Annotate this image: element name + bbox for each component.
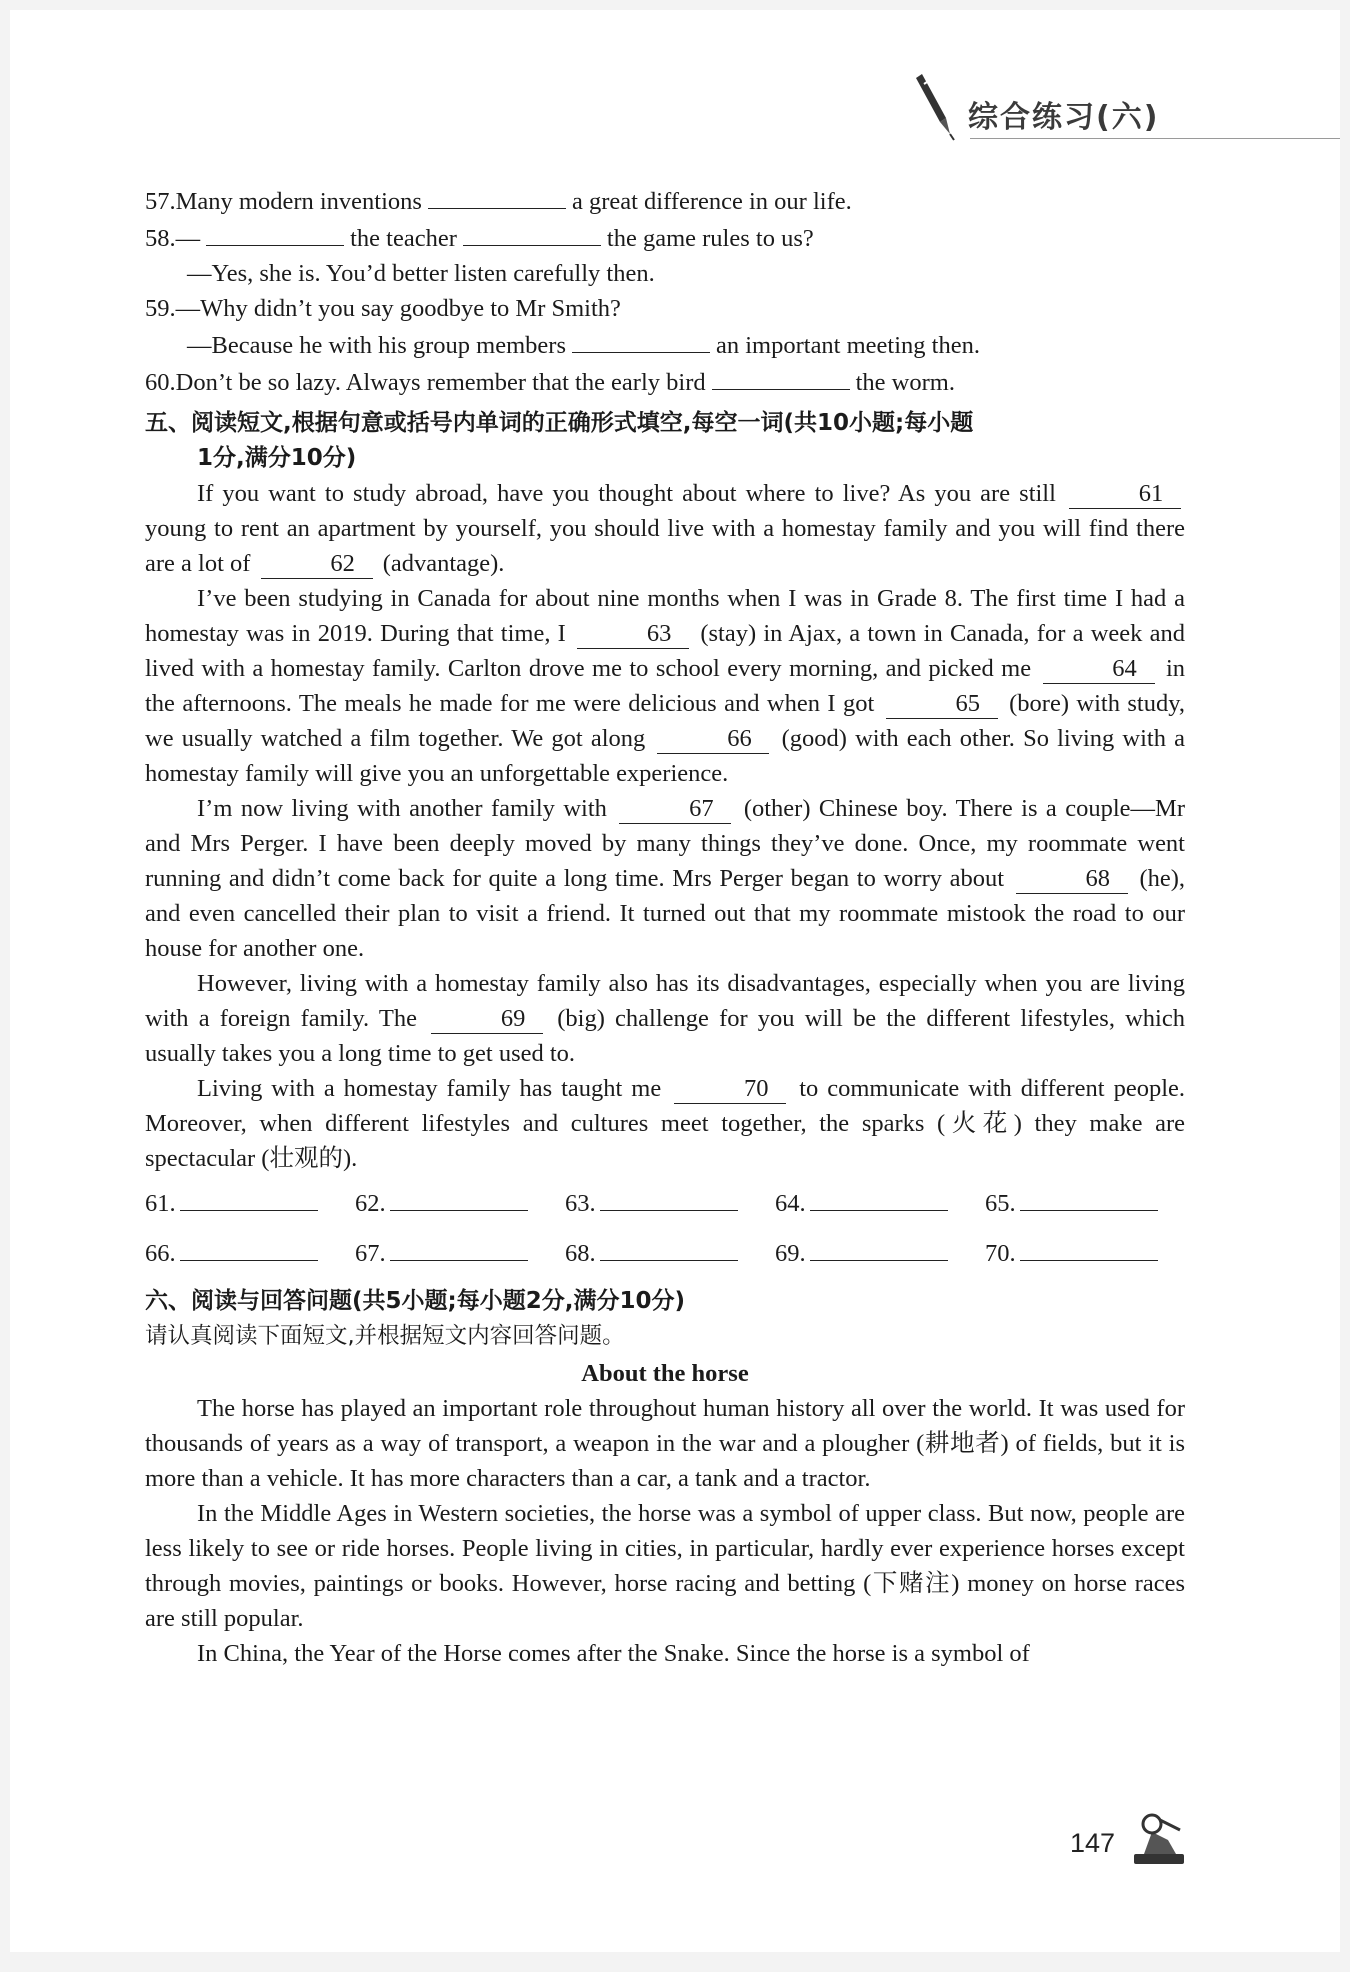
- header-title: 综合练习(六): [968, 100, 1160, 135]
- answer-label: 62.: [355, 1190, 386, 1217]
- section-5-title: [145, 406, 1185, 476]
- answer-blank[interactable]: [180, 1234, 318, 1261]
- answer-blank[interactable]: [390, 1184, 528, 1211]
- blank-70[interactable]: 70: [674, 1075, 786, 1104]
- passage-paragraph: The horse has played an important role throughout human history all over the world. It was used for thousands of years as a way of transport, a weapon in the war and a plougher (耕地者) of fields, but it is more than a vehicle. It has more characters than a car, a tank and a tractor.: [145, 1395, 1185, 1492]
- blank-65[interactable]: 65: [886, 690, 998, 719]
- mascot-icon: [1130, 1810, 1190, 1870]
- passage-text: (bore) with study, we usually watched a film together. We got along: [145, 690, 1186, 752]
- page-number: 147: [1070, 1828, 1116, 1858]
- answer-label: 70.: [985, 1240, 1016, 1267]
- passage-paragraph: [145, 791, 1185, 966]
- passage-text: Living with a homestay family has taught me: [197, 1075, 662, 1102]
- answer-blank[interactable]: [600, 1234, 738, 1261]
- question-text: 58.—: [145, 225, 201, 252]
- passage-text: (advantage).: [382, 550, 505, 577]
- question-text: an important meeting then.: [715, 332, 980, 359]
- passage-text: However, living with a homestay family also has its disadvantages, especially when you are living with a foreign family. The: [145, 970, 1185, 1032]
- answer-blank[interactable]: [180, 1184, 318, 1211]
- header-divider: [970, 138, 1340, 139]
- answer-label: 68.: [565, 1240, 596, 1267]
- section-6-instruction: 请认真阅读下面短文,并根据短文内容回答问题。: [145, 1323, 625, 1349]
- answer-label: 61.: [145, 1190, 176, 1217]
- answer-line[interactable]: [775, 1234, 985, 1272]
- blank-66[interactable]: 66: [657, 725, 769, 754]
- passage-text: (big) challenge for you will be the different lifestyles, which usually takes you a long time to get used to.: [145, 1005, 1185, 1067]
- answer-line[interactable]: [985, 1184, 1195, 1222]
- answer-blank[interactable]: [572, 326, 710, 353]
- page-header: [910, 72, 1340, 142]
- answer-label: 65.: [985, 1190, 1016, 1217]
- answer-grid: [145, 1184, 1185, 1272]
- passage-text: I’m now living with another family with: [197, 795, 607, 822]
- answer-blank[interactable]: [810, 1234, 948, 1261]
- passage-paragraph: [145, 966, 1185, 1071]
- answer-label: 66.: [145, 1240, 176, 1267]
- passage-paragraph: In the Middle Ages in Western societies, the horse was a symbol of upper class. But now, people are less likely to see or ride horses. People living in cities, in particular, hardly ever experience horses except through movies, paintings or books. However, horse racing and betting (下赌注) money on horse races are still popular.: [145, 1500, 1185, 1632]
- answer-line[interactable]: [565, 1234, 775, 1272]
- question-text: the worm.: [855, 369, 955, 396]
- answer-line[interactable]: [355, 1184, 565, 1222]
- question-text: —Because he with his group members: [187, 332, 566, 359]
- blank-64[interactable]: 64: [1043, 655, 1155, 684]
- question-58-reply: —Yes, she is. You’d better listen carefully then.: [187, 260, 655, 287]
- passage-text: I’ve been studying in Canada for about nine months when I was in Grade 8. The first time I had a homestay was in 2019. During that time, I: [145, 585, 1185, 647]
- question-59: 59.—Why didn’t you say goodbye to Mr Smith?: [145, 295, 621, 322]
- blank-63[interactable]: 63: [577, 620, 689, 649]
- answer-label: 64.: [775, 1190, 806, 1217]
- passage-text: (stay) in Ajax, a town in Canada, for a week and lived with a homestay family. Carlton drove me to school every morning, and picked me: [145, 620, 1186, 682]
- answer-line[interactable]: [775, 1184, 985, 1222]
- answer-line[interactable]: [985, 1234, 1195, 1272]
- question-60: [145, 363, 1185, 400]
- blank-61[interactable]: 61: [1069, 480, 1181, 509]
- question-text: the teacher: [350, 225, 457, 252]
- passage-text: to communicate with different people. Moreover, when different lifestyles and cultures meet together, the sparks (火花) they make are spectacular (壮观的).: [145, 1075, 1186, 1172]
- answer-label: 69.: [775, 1240, 806, 1267]
- answer-blank[interactable]: [463, 219, 601, 246]
- blank-67[interactable]: 67: [619, 795, 731, 824]
- question-text: 57.Many modern inventions: [145, 188, 422, 215]
- passage-text: (he), and even cancelled their plan to visit a friend. It turned out that my roommate mistook the road to our house for another one.: [145, 865, 1186, 962]
- pen-icon: [910, 72, 966, 142]
- answer-blank[interactable]: [712, 363, 850, 390]
- blank-62[interactable]: 62: [261, 550, 373, 579]
- section-6-title: 六、阅读与回答问题(共5小题;每小题2分,满分10分): [145, 1288, 685, 1314]
- question-59-reply: [145, 326, 1185, 363]
- passage-paragraph: [145, 581, 1185, 791]
- answer-label: 67.: [355, 1240, 386, 1267]
- passage-text: If you want to study abroad, have you thought about where to live? As you are still: [197, 480, 1056, 507]
- answer-line[interactable]: [355, 1234, 565, 1272]
- question-58: [145, 219, 1185, 256]
- answer-blank[interactable]: [600, 1184, 738, 1211]
- question-text: the game rules to us?: [606, 225, 814, 252]
- section-title-text: 五、阅读短文,根据句意或括号内单词的正确形式填空,每空一词(共10小题;每小题: [145, 410, 974, 436]
- page: [10, 10, 1340, 1952]
- answer-blank[interactable]: [206, 219, 344, 246]
- passage-paragraph: In China, the Year of the Horse comes after the Snake. Since the horse is a symbol of: [197, 1640, 1030, 1667]
- answer-line[interactable]: [145, 1184, 355, 1222]
- blank-68[interactable]: 68: [1016, 865, 1128, 894]
- section-title-text: 1分,满分10分): [197, 445, 357, 471]
- passage-text: young to rent an apartment by yourself, you should live with a homestay family and you will find there are a lot of: [145, 515, 1185, 577]
- answer-blank[interactable]: [1020, 1184, 1158, 1211]
- passage-text: (good) with each other. So living with a homestay family will give you an unforgettable experience.: [145, 725, 1186, 787]
- passage-title: About the horse: [581, 1360, 749, 1387]
- answer-line[interactable]: [565, 1184, 775, 1222]
- answer-label: 63.: [565, 1190, 596, 1217]
- passage-text: (other) Chinese boy. There is a couple—Mr and Mrs Perger. I have been deeply moved by many things they’ve done. Once, my roommate went running and didn’t come back for quite a long time. Mrs Perger began to worry about: [145, 795, 1185, 892]
- question-text: 60.Don’t be so lazy. Always remember that the early bird: [145, 369, 706, 396]
- answer-blank[interactable]: [390, 1234, 528, 1261]
- passage-text: in the afternoons. The meals he made for me were delicious and when I got: [145, 655, 1185, 717]
- blank-69[interactable]: 69: [431, 1005, 543, 1034]
- answer-blank[interactable]: [428, 182, 566, 209]
- answer-blank[interactable]: [810, 1184, 948, 1211]
- answer-line[interactable]: [145, 1234, 355, 1272]
- passage-paragraph: [145, 1071, 1185, 1176]
- question-text: a great difference in our life.: [571, 188, 852, 215]
- question-57: [145, 182, 1185, 219]
- answer-blank[interactable]: [1020, 1234, 1158, 1261]
- content: [145, 182, 1185, 1671]
- passage-paragraph: [145, 476, 1185, 581]
